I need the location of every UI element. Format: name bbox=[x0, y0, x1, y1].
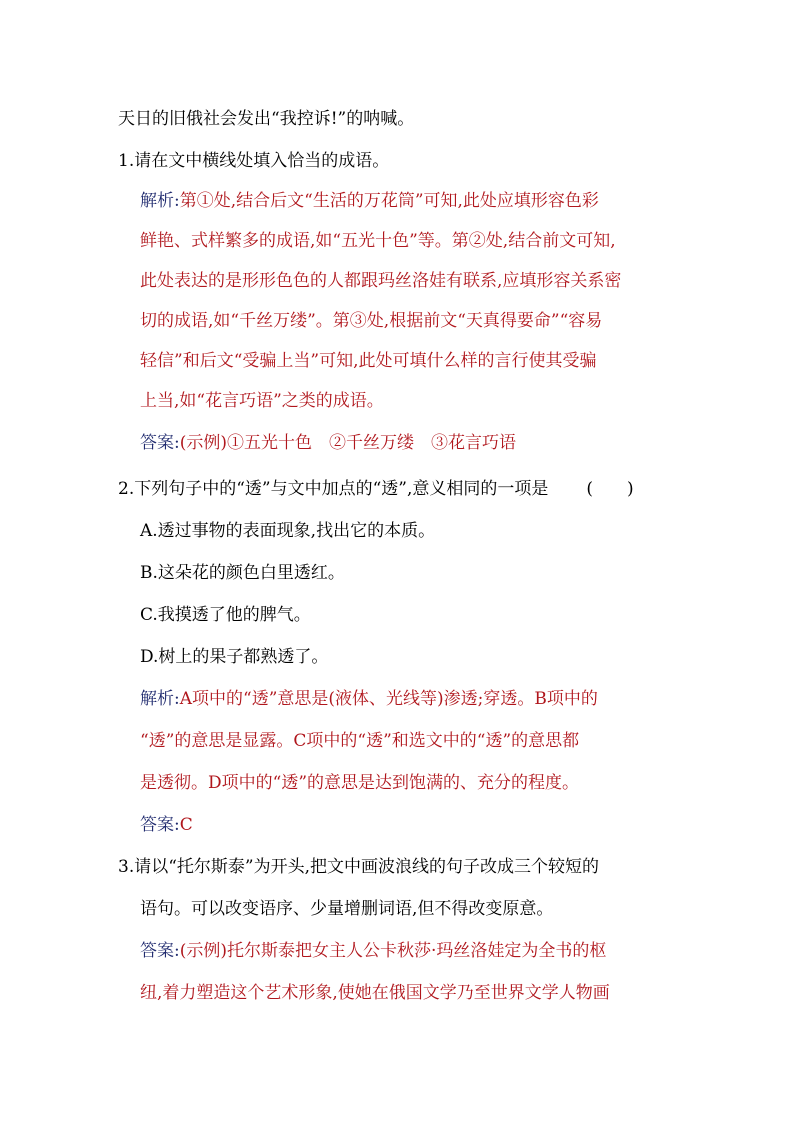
q2-analysis-line-1 bbox=[140, 688, 598, 710]
analysis-text: A项中的“透”意思是(液体、光线等)渗透;穿透。B项中的 bbox=[179, 689, 598, 709]
q1-analysis-line-1 bbox=[140, 190, 599, 212]
q2-answer bbox=[140, 814, 193, 836]
continuation-line: 天日的旧俄社会发出“我控诉!”的呐喊。 bbox=[118, 109, 415, 129]
option-d: D.树上的果子都熟透了。 bbox=[140, 647, 329, 667]
answer-bracket: ( ) bbox=[586, 479, 634, 499]
q2-analysis-line-2: “透”的意思是显露。C项中的“透”和选文中的“透”的意思都 bbox=[140, 731, 580, 751]
analysis-text: 第①处,结合后文“生活的万花筒”可知,此处应填形容色彩 bbox=[179, 191, 599, 211]
question-2 bbox=[118, 478, 634, 500]
option-b: B.这朵花的颜色白里透红。 bbox=[140, 563, 345, 583]
q1-analysis-line-5: 轻信”和后文“受骗上当”可知,此处可填什么样的言行使其受骗 bbox=[140, 351, 597, 371]
q1-analysis-line-3: 此处表达的是形形色色的人都跟玛丝洛娃有联系,应填形容关系密 bbox=[140, 271, 622, 291]
analysis-label: 解析: bbox=[140, 191, 180, 211]
q1-analysis-line-2: 鲜艳、式样繁多的成语,如“五光十色”等。第②处,结合前文可知, bbox=[140, 231, 616, 251]
q1-analysis-line-4: 切的成语,如“千丝万缕”。第③处,根据前文“天真得要命”“容易 bbox=[140, 311, 603, 331]
q3-answer-line-2: 纽,着力塑造这个艺术形象,使她在俄国文学乃至世界文学人物画 bbox=[140, 983, 610, 1003]
question-3-line-1: 3.请以“托尔斯泰”为开头,把文中画波浪线的句子改成三个较短的 bbox=[118, 857, 600, 877]
analysis-label: 解析: bbox=[140, 689, 180, 709]
answer-label: 答案: bbox=[140, 815, 180, 835]
answer-text: C bbox=[179, 815, 193, 835]
answer-label: 答案: bbox=[140, 433, 180, 453]
option-a: A.透过事物的表面现象,找出它的本质。 bbox=[140, 521, 436, 541]
answer-text: (示例)托尔斯泰把女主人公卡秋莎·玛丝洛娃定为全书的枢 bbox=[179, 941, 607, 961]
question-1: 1.请在文中横线处填入恰当的成语。 bbox=[118, 151, 390, 171]
option-c: C.我摸透了他的脾气。 bbox=[140, 605, 311, 625]
question-3-line-2: 语句。可以改变语序、少量增删词语,但不得改变原意。 bbox=[140, 899, 554, 919]
q2-analysis-line-3: 是透彻。D项中的“透”的意思是达到饱满的、充分的程度。 bbox=[140, 773, 580, 793]
question-2-text: 2.下列句子中的“透”与文中加点的“透”,意义相同的一项是 bbox=[118, 479, 549, 499]
q1-analysis-line-6: 上当,如“花言巧语”之类的成语。 bbox=[140, 391, 384, 411]
q1-answer bbox=[140, 432, 516, 454]
answer-text: (示例)①五光十色 ②千丝万缕 ③花言巧语 bbox=[179, 433, 516, 453]
q3-answer-line-1 bbox=[140, 940, 606, 962]
answer-label: 答案: bbox=[140, 941, 180, 961]
